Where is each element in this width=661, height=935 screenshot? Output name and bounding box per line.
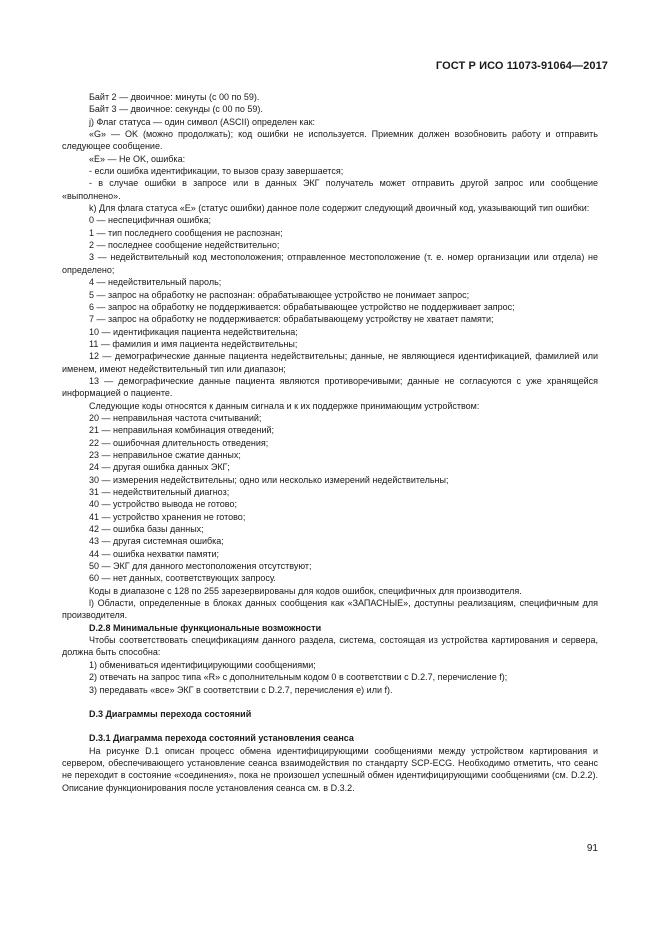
error-code-item: 22 — ошибочная длительность отведения; <box>89 437 269 448</box>
section-heading: D.2.8 Минимальные функциональные возможности <box>89 622 322 633</box>
error-code-item: 3 — недействительный код местоположения; отправленное местоположение (т. е. номер организации или отдела) не определено; <box>62 252 598 275</box>
paragraph: Байт 2 — двоичное: минуты (с 00 по 59). <box>89 92 260 102</box>
section-heading: D.3 Диаграммы перехода состояний <box>89 708 252 719</box>
error-code-item: 4 — недействительный пароль; <box>89 277 222 288</box>
paragraph: На рисунке D.1 описан процесс обмена идентифицирующими сообщениями между устройством картирования и сервером, обеспечивающего установление сеанса взаимодействия по стандарту SCP-ECG. Необходимо отметить, что сеанс не переходит в состояние «соединения», пока не произошел успешный обмен идентифицирующими сообщениями (см. D.2.2). Описание функционирования после установления сеанса см. в D.3.2. <box>62 745 598 793</box>
paragraph: Коды в диапазоне с 128 по 255 зарезервированы для кодов ошибок, специфичных для производителя. <box>89 585 522 596</box>
error-code-item: 44 — ошибка нехватки памяти; <box>89 548 220 559</box>
subsection-heading: D.3.1 Диаграмма перехода состояний установления сеанса <box>89 733 354 744</box>
list-item: 1) обмениваться идентифицирующими сообщениями; <box>89 659 316 670</box>
error-code-item: 12 — демографические данные пациента недействительны; данные, не являющиеся идентификацией, фамилией или именем, имеют недействительный тип или диапазон; <box>62 351 598 374</box>
paragraph: Чтобы соответствовать спецификациям данного раздела, система, состоящая из устройства картирования и сервера, должна быть способна: <box>62 635 598 658</box>
paragraph: Следующие коды относятся к данным сигнала и к их поддержке принимающим устройством: <box>89 400 480 411</box>
list-item: - если ошибка идентификации, то вызов сразу завершается; <box>89 166 344 177</box>
error-code-item: 1 — тип последнего сообщения не распознан; <box>89 227 283 238</box>
spacer <box>62 720 598 732</box>
list-item: 3) передавать «все» ЭКГ в соответствии с D.2.7, перечисления e) или f). <box>89 684 393 695</box>
list-item: 2) отвечать на запрос типа «R» с дополнительным кодом 0 в соответствии с D.2.7, перечисление f); <box>89 672 508 683</box>
error-code-item: 60 — нет данных, соответствующих запросу. <box>89 573 276 584</box>
list-item: - в случае ошибки в запросе или в данных ЭКГ получатель может отправить другой запрос или сообщение «выполнено». <box>62 178 598 201</box>
error-code-item: 23 — неправильное сжатие данных; <box>89 449 241 460</box>
error-code-item: 0 — неспецифичная ошибка; <box>89 215 212 226</box>
error-code-item: 5 — запрос на обработку не распознан: обрабатывающее устройство не понимает запрос; <box>89 289 470 300</box>
error-code-item: 24 — другая ошибка данных ЭКГ; <box>89 462 230 473</box>
error-code-item: 43 — другая системная ошибка; <box>89 536 224 547</box>
error-code-item: 21 — неправильная комбинация отведений; <box>89 425 275 436</box>
spacer <box>62 696 598 708</box>
error-code-item: 10 — идентификация пациента недействительна; <box>89 326 298 337</box>
error-code-item: 6 — запрос на обработку не поддерживается: обрабатывающее устройство не поддерживает запрос; <box>89 301 515 312</box>
paragraph: k) Для флага статуса «E» (статус ошибки) данное поле содержит следующий двоичный код, указывающий тип ошибки: <box>89 203 590 214</box>
page-number: 91 <box>586 843 598 854</box>
error-code-item: 30 — измерения недействительны; одно или несколько измерений недействительны; <box>89 474 449 485</box>
error-code-item: 7 — запрос на обработку не поддерживается: обрабатывающему устройству не хватает памяти; <box>89 314 494 325</box>
document-body <box>62 91 598 794</box>
paragraph: j) Флаг статуса — один символ (ASCII) определен как: <box>89 116 316 127</box>
error-code-item: 31 — недействительный диагноз; <box>89 487 230 497</box>
paragraph: «G» — OK (можно продолжать); код ошибки не используется. Приемник должен возобновить работу и отправить следующее сообщение. <box>62 129 598 152</box>
error-code-item: 20 — неправильная частота считываний; <box>89 412 262 423</box>
error-code-item: 11 — фамилия и имя пациента недействительны; <box>89 338 298 349</box>
error-code-item: 50 — ЭКГ для данного местоположения отсутствуют; <box>89 561 312 572</box>
paragraph: l) Области, определенные в блоках данных сообщения как «ЗАПАСНЫЕ», доступны реализациям, специфичным для производителя. <box>62 598 598 621</box>
error-code-item: 13 — демографические данные пациента являются противоречивыми; данные не согласуются с уже хранящейся информацией о пациенте. <box>62 375 598 399</box>
paragraph: «E» — Не OK, ошибка: <box>89 153 186 164</box>
error-code-item: 41 — устройство хранения не готово; <box>89 511 246 522</box>
paragraph: Байт 3 — двоичное: секунды (с 00 по 59). <box>89 104 263 115</box>
error-code-item: 42 — ошибка базы данных; <box>89 524 204 535</box>
error-code-item: 2 — последнее сообщение недействительно; <box>89 240 280 251</box>
document-header: ГОСТ Р ИСО 11073-91064—2017 <box>435 60 608 72</box>
error-code-item: 40 — устройство вывода не готово; <box>89 499 237 510</box>
